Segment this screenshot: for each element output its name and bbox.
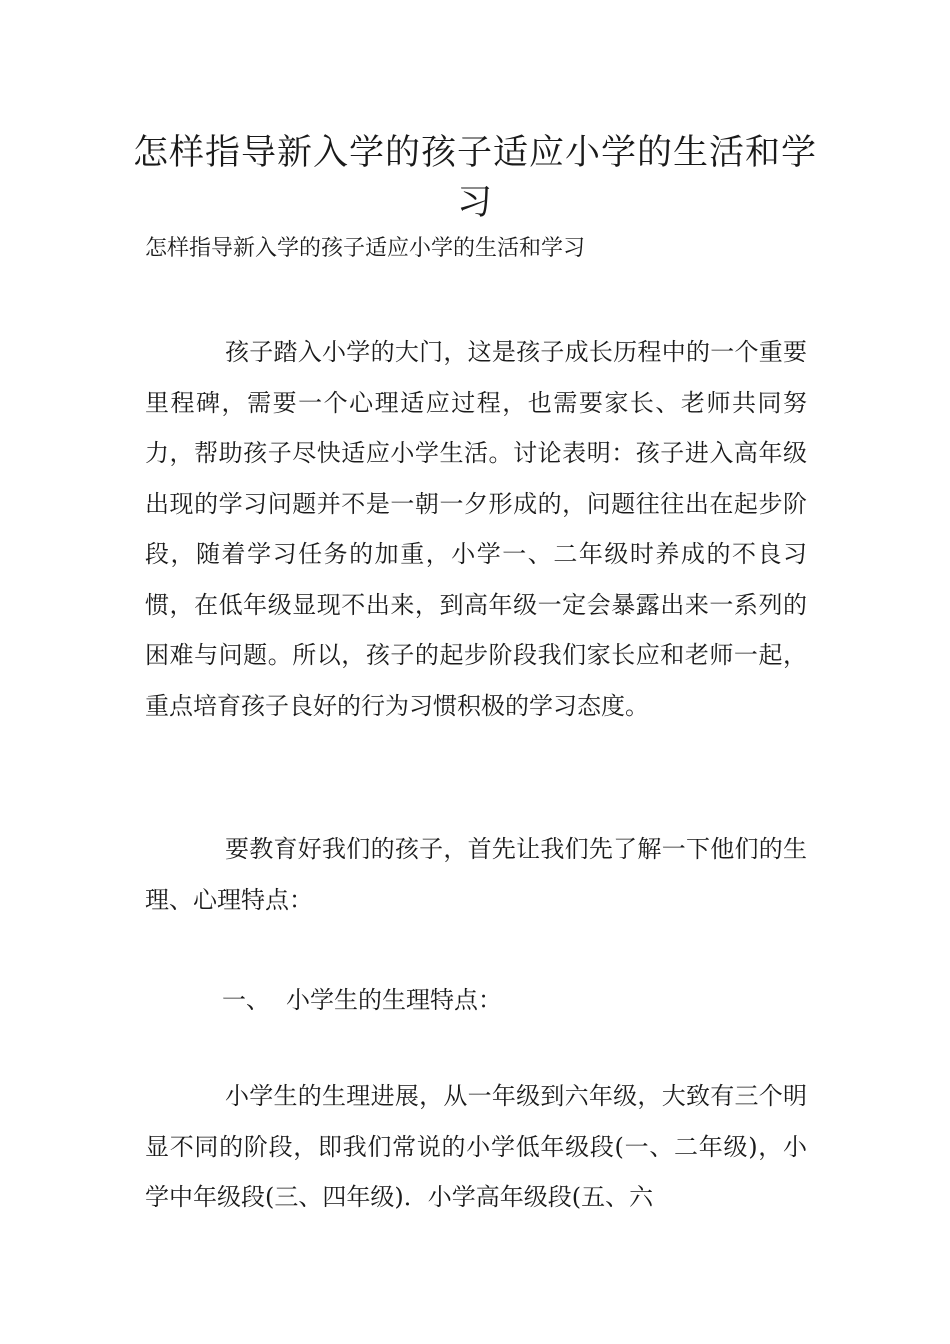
section-heading <box>222 975 502 1025</box>
paragraph-physiology: 小学生的生理进展，从一年级到六年级，大致有三个明显不同的阶段，即我们常说的小学低年级段(一、二年级)，小学中年级段(三、四年级)．小学高年级段(五、六 <box>145 1082 807 1211</box>
paragraph-intro: 孩子踏入小学的大门，这是孩子成长历程中的一个重要里程碑，需要一个心理适应过程，也需要家长、老师共同努力，帮助孩子尽快适应小学生活。讨论表明：孩子进入高年级出现的学习问题并不是一朝一夕形成的，问题往往出在起步阶段，随着学习任务的加重，小学一、二年级时养成的不良习惯，在低年级显现不出来，到高年级一定会暴露出来一系列的困难与问题。所以，孩子的起步阶段我们家长应和老师一起，重点培育孩子良好的行为习惯积极的学习态度。 <box>145 338 807 720</box>
section-title: 小学生的生理特点： <box>286 986 502 1014</box>
document-title: 怎样指导新入学的孩子适应小学的生活和学习 <box>132 133 817 223</box>
paragraph-characteristics-intro: 要教育好我们的孩子，首先让我们先了解一下他们的生理、心理特点： <box>145 835 807 914</box>
section-number: 一、 <box>222 986 270 1014</box>
document-subtitle: 怎样指导新入学的孩子适应小学的生活和学习 <box>145 236 586 261</box>
